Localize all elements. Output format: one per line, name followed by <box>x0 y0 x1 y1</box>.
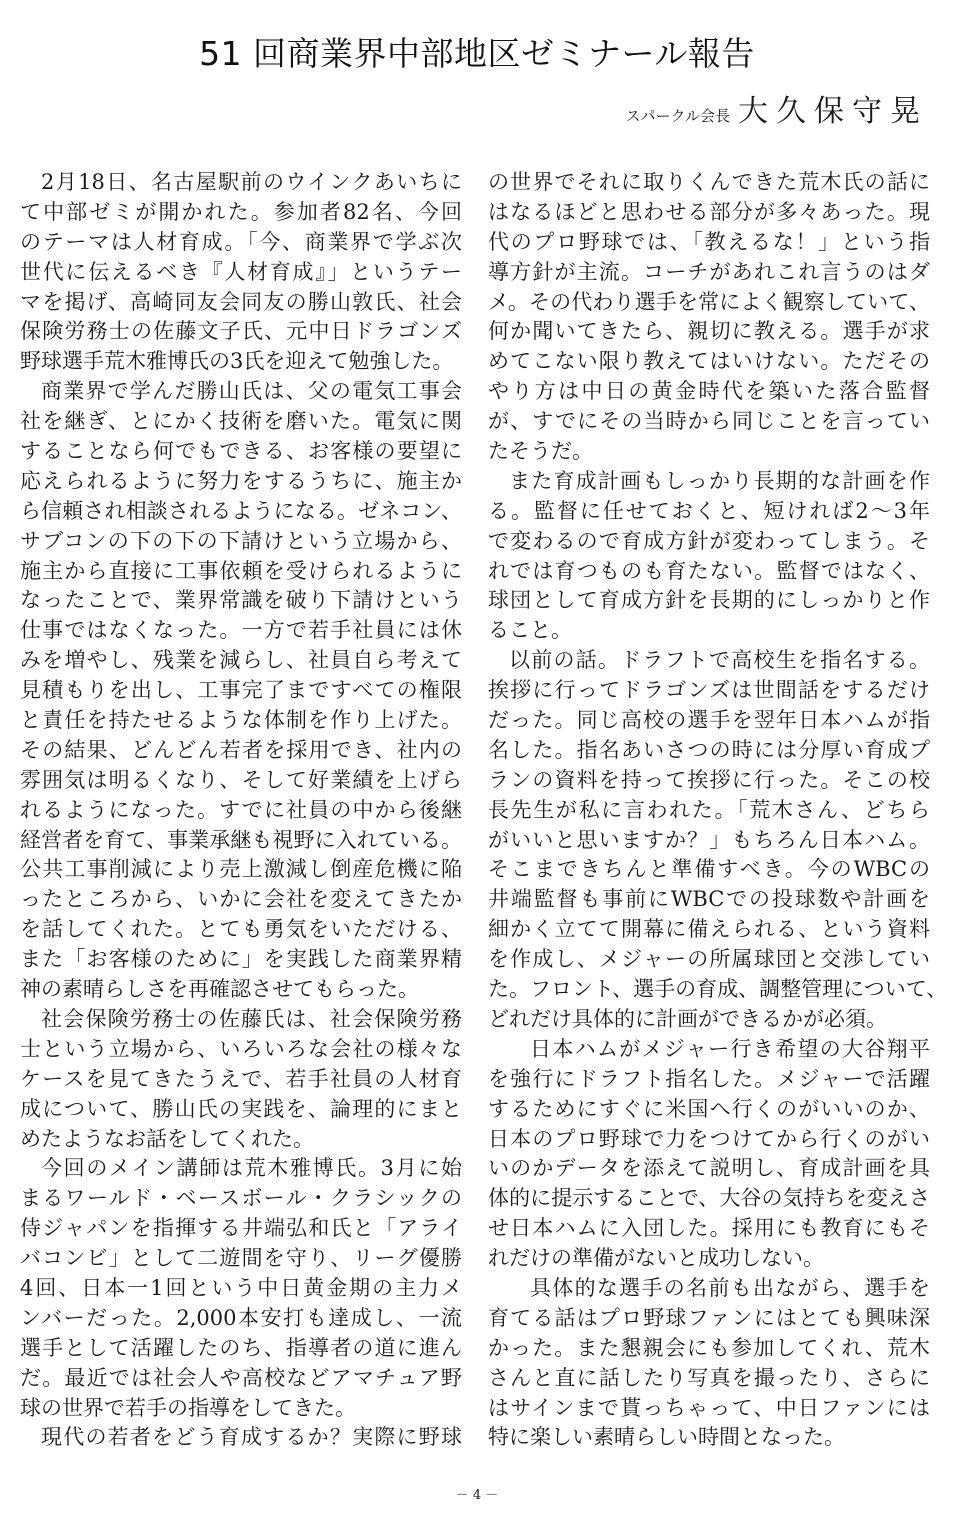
text-line: また育成計画もしっかり長期的な計画を作 <box>509 468 930 493</box>
paragraph <box>488 467 930 646</box>
text-line: 育てる話はプロ野球ファンにはとても興味深 <box>488 1305 930 1330</box>
article-column-2 <box>488 168 948 1453</box>
paragraph <box>20 1423 462 1453</box>
text-line: 侍ジャパンを指揮する井端弘和氏と「アライ <box>20 1216 462 1241</box>
text-line: れでは育つものも育たない。監督ではなく、 <box>488 558 930 583</box>
paragraph <box>20 377 462 1005</box>
byline <box>625 86 928 130</box>
text-line: る。監督に任せておくと、短ければ2～3年 <box>488 498 930 523</box>
text-line: 現代の若者をどう育成するか？実際に野球 <box>41 1425 462 1450</box>
text-line: が、すでにその当時から同じことを言ってい <box>488 409 930 434</box>
text-line: 導方針が主流。コーチがあれこれ言うのはダ <box>488 259 930 284</box>
text-line: なったことで、業界常識を破り下請けという <box>20 588 462 613</box>
text-line: 神の素晴らしさを再確認させてもらった。 <box>20 977 419 1002</box>
text-line: 井端監督も事前にWBCでの投球数や計画を <box>488 887 930 912</box>
text-line: せ日本ハムに入団した。採用にも教育にもそ <box>488 1216 930 1241</box>
text-line: 商業界で学んだ勝山氏は、父の電気工事会 <box>41 379 462 404</box>
page-number: － 4 － <box>455 1488 499 1503</box>
text-line: 球の世界で若手の指導をしてきた。 <box>20 1395 356 1420</box>
text-line: れだけの準備がないと成功しない。 <box>488 1246 824 1271</box>
text-line: 体的に提示することで、大谷の気持ちを変えさ <box>488 1186 930 1211</box>
text-line: がいいと思いますか？」もちろん日本ハム。 <box>488 827 930 852</box>
text-line: 社会保険労務士の佐藤氏は、社会保険労務 <box>41 1006 462 1031</box>
text-line: はサインまで貰っちゃって、中日ファンには <box>488 1395 930 1420</box>
text-line: て中部ゼミが開かれた。参加者82名、今回 <box>20 199 462 224</box>
text-line: 名した。指名あいさつの時には分厚い育成プ <box>488 737 930 762</box>
text-line: 代のプロ野球では、「教えるな！」という指 <box>488 229 930 254</box>
text-line: 公共工事削減により売上激減し倒産危機に陥 <box>20 857 462 882</box>
text-line: だ。最近では社会人や高校などアマチュア野 <box>20 1365 462 1390</box>
text-line: まるワールド・ベースボール・クラシックの <box>20 1186 462 1211</box>
text-line: 雰囲気は明るくなり、そして好業績を上げら <box>20 767 462 792</box>
text-line: 施主から直接に工事依頼を受けられるように <box>20 558 462 583</box>
text-line: を話してくれた。とても勇気をいただける、 <box>20 917 462 942</box>
text-line: 以前の話。ドラフトで高校生を指名する。 <box>509 648 930 673</box>
text-line: 社を継ぎ、とにかく技術を磨いた。電気に関 <box>20 409 462 434</box>
text-line: ケースを見てきたうえで、若手社員の人材育 <box>20 1066 462 1091</box>
text-line: メ。その代わり選手を常によく観察していて、 <box>488 289 930 314</box>
text-line: いのかデータを添えて説明し、育成計画を具 <box>488 1156 930 1181</box>
text-line: するためにすぐに米国へ行くのがいいのか、 <box>488 1096 930 1121</box>
page-title: 51 回商業界中部地区ゼミナール報告 <box>199 34 755 73</box>
text-line: ら信頼され相談されるようになる。ゼネコン、 <box>20 498 462 523</box>
text-line: 挨拶に行ってドラゴンズは世間話をするだけ <box>488 678 930 703</box>
text-line: だった。同じ高校の選手を翌年日本ハムが指 <box>488 708 930 733</box>
text-line: 何か聞いてきたら、親切に教える。選手が求 <box>488 319 930 344</box>
text-line: 士という立場から、いろいろな会社の様々な <box>20 1036 462 1061</box>
text-line: を作成し、メジャーの所属球団と交渉してい <box>488 947 930 972</box>
text-line: 今回のメイン講師は荒木雅博氏。3月に始 <box>41 1156 462 1181</box>
text-line: たそうだ。 <box>488 439 593 464</box>
text-line: 選手として活躍したのち、指導者の道に進ん <box>20 1335 462 1360</box>
text-line: ンバーだった。2,000本安打も達成し、一流 <box>20 1305 462 1330</box>
paragraph <box>20 1154 462 1423</box>
text-line: た。フロント、選手の育成、調整管理について、 <box>488 977 948 1002</box>
text-line: ったところから、いかに会社を変えてきたか <box>20 887 462 912</box>
text-line: 仕事ではなくなった。一方で若手社員には休 <box>20 618 462 643</box>
text-line: 見積もりを出し、工事完了まですべての権限 <box>20 678 462 703</box>
text-line: のテーマは人材育成。「今、商業界で学ぶ次 <box>20 229 462 254</box>
text-line: どれだけ具体的に計画ができるかが必須。 <box>488 1006 887 1031</box>
text-line: バコンビ」として二遊間を守り、リーグ優勝 <box>20 1246 462 1271</box>
text-line: で変わるので育成方針が変わってしまう。そ <box>488 528 930 553</box>
text-line: めたようなお話をしてくれた。 <box>20 1126 314 1151</box>
article-column-1 <box>20 168 462 1453</box>
text-line: 長先生が私に言われた。「荒木さん、どちら <box>488 797 930 822</box>
text-line: 細かく立てて開幕に備えられる、という資料 <box>488 917 930 942</box>
text-line: 世代に伝えるべき『人材育成』」というテー <box>20 259 462 284</box>
text-line: また「お客様のために」を実践した商業界精 <box>20 947 462 972</box>
paragraph <box>20 1005 462 1154</box>
text-line: 球団として育成方針を長期的にしっかりと作 <box>488 588 930 613</box>
text-line: ること。 <box>488 618 572 643</box>
text-line: そこまできちんと準備すべき。今のWBCの <box>488 857 930 882</box>
text-line: ランの資料を持って挨拶に行った。そこの校 <box>488 767 930 792</box>
text-line: サブコンの下の下の下請けという立場から、 <box>20 528 462 553</box>
text-line: 2月18日、名古屋駅前のウインクあいちに <box>41 170 462 194</box>
text-line: さんと直に話したり写真を撮ったり、さらに <box>488 1365 930 1390</box>
text-line: その結果、どんどん若者を採用でき、社内の <box>20 737 462 762</box>
text-line: の世界でそれに取りくんできた荒木氏の話に <box>488 170 930 194</box>
text-line: めてこない限り教えてはいけない。ただその <box>488 349 930 374</box>
text-line: やり方は中日の黄金時代を築いた落合監督 <box>488 379 930 404</box>
text-line: はなるほどと思わせる部分が多々あった。現 <box>488 199 930 224</box>
text-line: れるようになった。すでに社員の中から後継 <box>20 797 462 822</box>
text-line: と責任を持たせるような体制を作り上げた。 <box>20 708 462 733</box>
text-line: マを掲げ、高崎同友会同友の勝山敦氏、社会 <box>20 289 462 314</box>
text-line: を強行にドラフト指名した。メジャーで活躍 <box>488 1066 930 1091</box>
text-line: 経営者を育て、事業承継も視野に入れている。 <box>20 827 462 852</box>
text-line: みを増やし、残業を減らし、社員自ら考えて <box>20 648 462 673</box>
text-line: 保険労務士の佐藤文子氏、元中日ドラゴンズ <box>20 319 462 344</box>
paragraph <box>488 1274 930 1453</box>
text-line: 応えられるように努力をするうちに、施主か <box>20 468 462 493</box>
text-line: 日本ハムがメジャー行き希望の大谷翔平 <box>530 1036 930 1061</box>
text-line: 日本のプロ野球で力をつけてから行くのがい <box>488 1126 930 1151</box>
text-line: 4回、日本一1回という中日黄金期の主力メ <box>20 1275 462 1300</box>
paragraph <box>488 168 930 467</box>
text-line: 成について、勝山氏の実践を、論理的にまと <box>20 1096 462 1121</box>
paragraph <box>488 1035 930 1274</box>
paragraph <box>20 168 462 377</box>
text-line: 具体的な選手の名前も出ながら、選手を <box>530 1275 930 1300</box>
author-role: スパークル会長 <box>625 107 730 125</box>
text-line: することなら何でもできる、お客様の要望に <box>20 439 462 464</box>
author-name: 大久保守晃 <box>738 94 928 129</box>
paragraph <box>488 646 948 1035</box>
text-line: 野球選手荒木雅博氏の3氏を迎えて勉強した。 <box>20 349 454 374</box>
text-line: かった。また懇親会にも参加してくれ、荒木 <box>488 1335 930 1360</box>
text-line: 特に楽しい素晴らしい時間となった。 <box>488 1425 845 1450</box>
